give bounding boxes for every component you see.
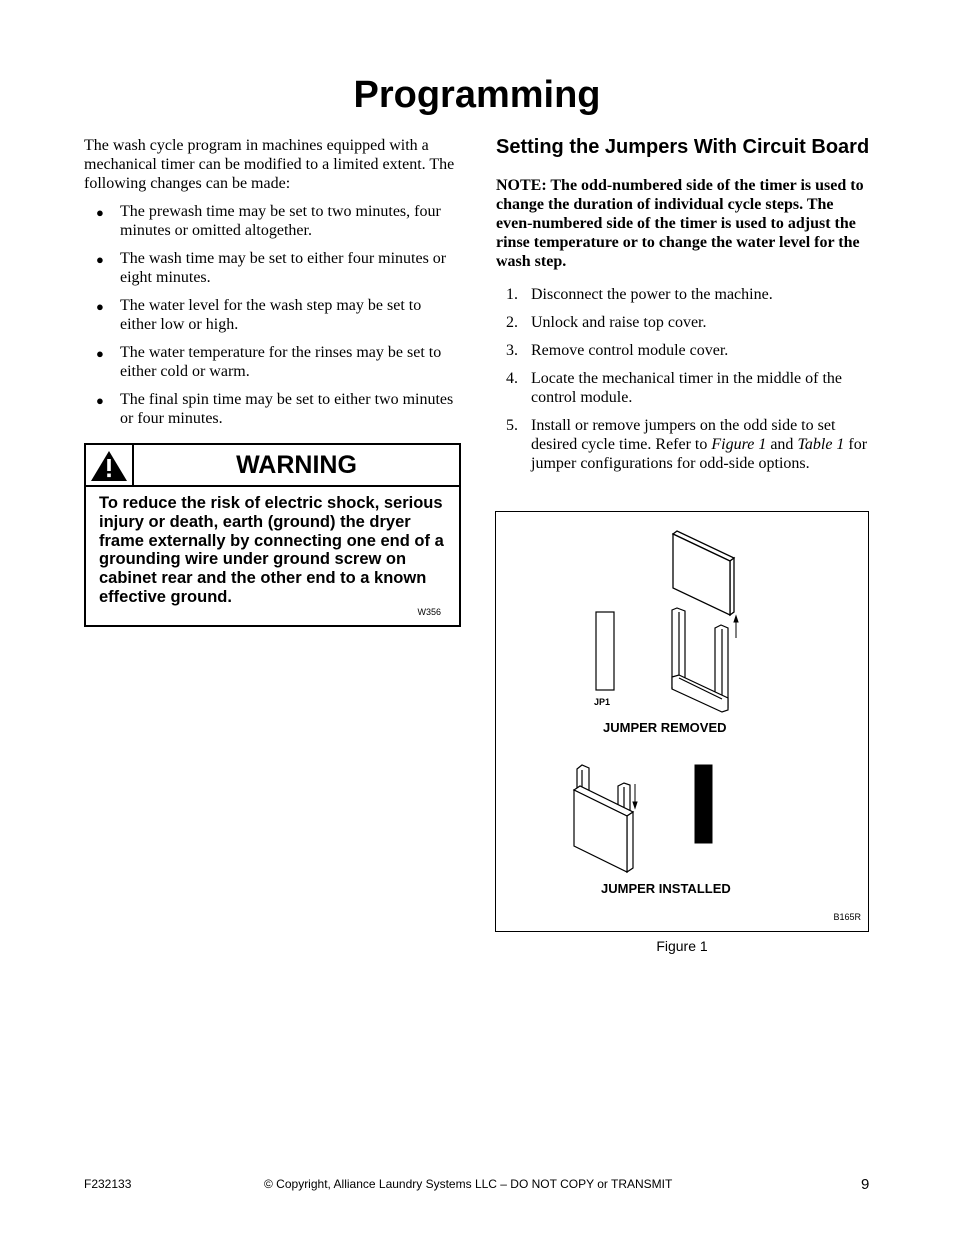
bullet-icon: ● xyxy=(96,299,104,314)
bullet-icon: ● xyxy=(96,346,104,361)
step-number: 1. xyxy=(506,286,518,303)
table-reference: Table 1 xyxy=(797,436,845,453)
list-item-text: The final spin time may be set to either two minutes or four minutes. xyxy=(120,391,454,427)
up-arrow-icon xyxy=(734,616,738,638)
warning-header xyxy=(86,445,459,487)
doc-number: F232133 xyxy=(84,1177,132,1191)
page-number: 9 xyxy=(861,1176,870,1193)
note-paragraph: NOTE: The odd-numbered side of the timer is used to change the duration of individual cycle steps. The even-numbered side of the timer is used to adjust the rinse temperature or to change the water level for the wash step. xyxy=(496,177,864,270)
list-item xyxy=(84,202,459,240)
jumper-installed-label: JUMPER INSTALLED xyxy=(601,881,731,896)
intro-paragraph: The wash cycle program in machines equipped with a mechanical timer can be modified to a limited extent. The following changes can be made: xyxy=(84,137,455,192)
copyright-notice: © Copyright, Alliance Laundry Systems LLC – DO NOT COPY or TRANSMIT xyxy=(264,1177,673,1191)
warning-box xyxy=(84,443,461,627)
page-title: Programming xyxy=(353,74,601,116)
warning-code: W356 xyxy=(417,607,441,617)
jp1-header-filled xyxy=(695,765,712,843)
list-item xyxy=(84,390,459,428)
figure-code: B165R xyxy=(833,912,861,922)
step-item xyxy=(496,369,871,407)
step-item xyxy=(496,285,871,304)
step-item xyxy=(496,313,871,332)
list-item xyxy=(84,343,459,381)
step-number: 4. xyxy=(506,370,518,387)
warning-icon-cell xyxy=(86,445,134,485)
jumper-block-removed xyxy=(673,531,734,615)
bullet-icon: ● xyxy=(96,252,104,267)
step-text: Remove control module cover. xyxy=(531,342,729,359)
jp1-label: JP1 xyxy=(594,697,611,707)
right-column xyxy=(496,135,871,482)
step-number: 2. xyxy=(506,314,518,331)
step-text: Disconnect the power to the machine. xyxy=(531,286,773,303)
warning-title: WARNING xyxy=(236,451,357,479)
warning-text: To reduce the risk of electric shock, serious injury or death, earth (ground) the dryer frame externally by connecting one end of a grounding wire under ground screw on cabinet rear and the other end to a known effective ground. xyxy=(99,494,444,606)
step-item xyxy=(496,341,871,360)
left-column xyxy=(84,136,459,437)
down-arrow-icon xyxy=(633,784,637,808)
list-item xyxy=(84,296,459,334)
step-text-b: and xyxy=(766,436,798,453)
step-number: 3. xyxy=(506,342,518,359)
figure-caption: Figure 1 xyxy=(656,938,708,954)
list-item-text: The water temperature for the rinses may be set to either cold or warm. xyxy=(120,344,442,380)
jumper-removed-label: JUMPER REMOVED xyxy=(603,720,727,735)
figure-1-box xyxy=(495,511,869,932)
bullet-icon: ● xyxy=(96,393,104,408)
step-text: Locate the mechanical timer in the middle of the control module. xyxy=(531,370,842,406)
list-item-text: The water level for the wash step may be set to either low or high. xyxy=(120,297,422,333)
change-list xyxy=(84,202,459,428)
step-text-a: Install or remove jumpers on the odd side to set desired cycle time. Refer to xyxy=(531,417,836,453)
step-text: Unlock and raise top cover. xyxy=(531,314,707,331)
step-number: 5. xyxy=(506,417,518,434)
jumper-socket xyxy=(672,608,728,712)
bullet-icon: ● xyxy=(96,205,104,220)
list-item xyxy=(84,249,459,287)
step-item xyxy=(496,416,871,473)
list-item-text: The wash time may be set to either four minutes or eight minutes. xyxy=(120,250,447,286)
step-text-c: for jumper configurations for odd-side options. xyxy=(531,436,868,472)
list-item-text: The prewash time may be set to two minutes, four minutes or omitted altogether. xyxy=(120,203,441,239)
steps-list xyxy=(496,285,871,473)
jp1-header-empty xyxy=(596,612,614,690)
section-heading: Setting the Jumpers With Circuit Board xyxy=(496,136,870,158)
warning-triangle-icon xyxy=(86,445,132,485)
figure-reference: Figure 1 xyxy=(711,436,767,453)
jumper-installed xyxy=(574,765,633,872)
